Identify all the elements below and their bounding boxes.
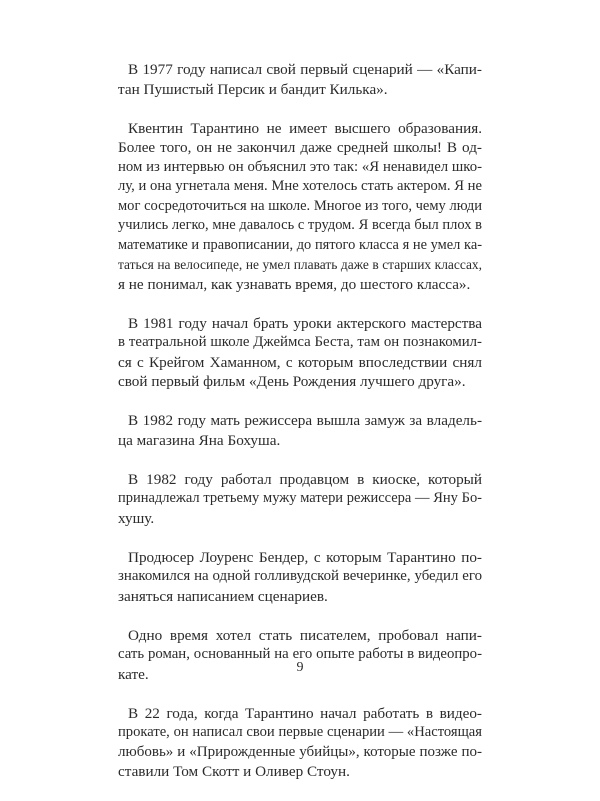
text-line: заняться написанием сценариев.	[118, 587, 328, 605]
paragraph	[118, 119, 482, 295]
paragraph	[118, 548, 482, 607]
paragraph	[118, 704, 482, 782]
paragraph	[118, 411, 482, 450]
text-line: учились легко, мне давалось с трудом. Я всегда был плох в	[118, 217, 482, 233]
text-line: ся с Крейгом Хаманном, с которым впоследствии снял	[118, 353, 482, 371]
text-line: принадлежал третьему мужу матери режиссера — Яну Бо-	[118, 490, 482, 506]
paragraph	[118, 470, 482, 529]
text-line: ца магазина Яна Бохуша.	[118, 431, 281, 449]
paragraph	[118, 60, 482, 99]
text-line: знакомился на одной голливудской вечеринке, убедил его	[118, 568, 482, 584]
text-line: свой первый фильм «День Рождения лучшего друга».	[118, 373, 466, 390]
text-line: Продюсер Лоуренс Бендер, с которым Тарантино по-	[128, 548, 482, 566]
text-line: В 1981 году начал брать уроки актерского мастерства	[128, 314, 482, 332]
text-line: я не понимал, как узнавать время, до шестого класса».	[118, 275, 471, 293]
text-line: ном из интервью он объяснил это так: «Я ненавидел шко-	[118, 158, 482, 175]
text-line: В 1977 году написал свой первый сценарий — «Капи-	[128, 61, 482, 78]
text-line: Квентин Тарантино не имеет высшего образования.	[128, 119, 482, 137]
paragraph	[118, 314, 482, 392]
text-line: сать роман, основанный на его опыте работы в видеопро-	[118, 646, 482, 662]
text-line: в театральной школе Джеймса Беста, там он познакомил-	[118, 334, 482, 350]
text-line: любовь» и «Прирожденные убийцы», которые позже по-	[118, 743, 482, 760]
text-line: Более того, он не закончил даже средней школы! В од-	[118, 139, 482, 156]
text-line: прокате, он написал свои первые сценарии — «Настоящая	[118, 724, 482, 740]
page-number: 9	[296, 660, 304, 675]
text-line: Одно время хотел стать писателем, пробовал напи-	[128, 626, 482, 644]
text-line: тан Пушистый Персик и бандит Килька».	[118, 80, 388, 98]
text-line: таться на велосипеде, не умел плавать даже в старших классах,	[118, 257, 482, 272]
text-line: В 1982 году работал продавцом в киоске, который	[128, 470, 482, 488]
text-line: В 1982 году мать режиссера вышла замуж за владель-	[128, 412, 482, 429]
text-line: В 22 года, когда Тарантино начал работать в видео-	[128, 704, 482, 722]
body-text	[118, 60, 482, 801]
text-line: лу, и она угнетала меня. Мне хотелось стать актером. Я не	[118, 178, 482, 194]
text-line: ставили Том Скотт и Оливер Стоун.	[118, 763, 350, 780]
text-line: кате.	[118, 665, 149, 683]
text-line: хушу.	[118, 509, 155, 527]
text-line: математике и правописании, до пятого класса я не умел ка-	[118, 236, 482, 253]
text-line: мог сосредоточиться на школе. Многое из того, чему люди	[118, 197, 482, 214]
